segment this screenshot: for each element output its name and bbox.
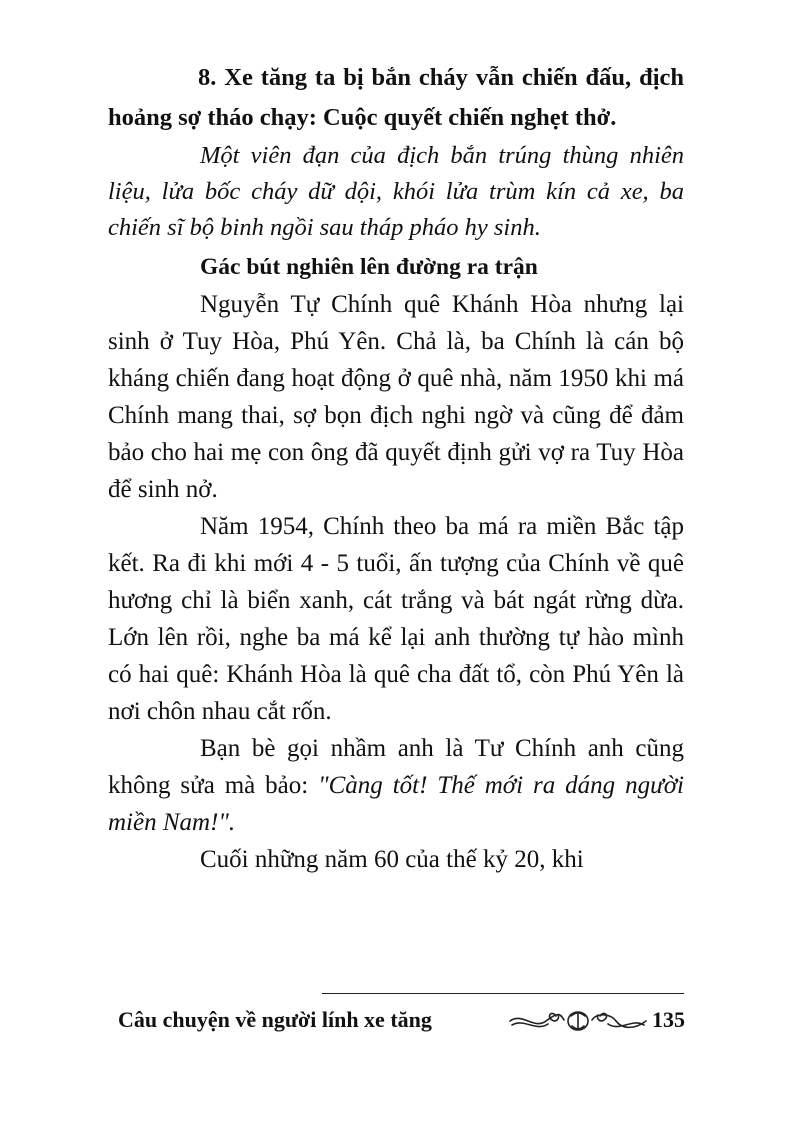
section-heading: 8. Xe tăng ta bị bắn cháy vẫn chiến đấu, địch hoảng sợ tháo chạy: Cuộc quyết chiến nghẹt thở. — [108, 64, 684, 131]
footer-book-title: Câu chuyện về người lính xe tăng — [118, 1007, 432, 1032]
paragraph-1: Nguyễn Tự Chính quê Khánh Hòa nhưng lại sinh ở Tuy Hòa, Phú Yên. Chả là, ba Chính là cán bộ kháng chiến đang hoạt động ở quê nhà, năm 1950 khi má Chính mang thai, sợ bọn địch nghi ngờ và cũng để đảm bảo cho hai mẹ con ông đã quyết định gửi vợ ra Tuy Hòa để sinh nở. — [108, 291, 684, 503]
paragraph-3-quote: "Càng tốt! Thế mới ra dáng người miền Nam!". — [108, 772, 684, 836]
paragraph-3 — [108, 730, 684, 841]
footer-rule — [322, 993, 684, 994]
paragraph-4: Cuối những năm 60 của thế kỷ 20, khi — [200, 846, 584, 873]
section-intro: Một viên đạn của địch bắn trúng thùng nhiên liệu, lửa bốc cháy dữ dội, khói lửa trùm kín cả xe, ba chiến sĩ bộ binh ngồi sau tháp pháo hy sinh. — [108, 142, 684, 241]
paragraph-3-lead: Bạn bè gọi nhầm anh là Tư Chính anh cũng không sửa mà bảo: — [108, 735, 684, 799]
decorative-flourish-icon — [508, 1008, 648, 1034]
page-body — [108, 58, 684, 878]
subheading: Gác bút nghiên lên đường ra trận — [200, 254, 538, 280]
paragraph-2: Năm 1954, Chính theo ba má ra miền Bắc tập kết. Ra đi khi mới 4 - 5 tuổi, ấn tượng của Chính về quê hương chỉ là biển xanh, cát trắng và bát ngát rừng dừa. Lớn lên rồi, nghe ba má kể lại anh thường tự hào mình có hai quê: Khánh Hòa là quê cha đất tổ, còn Phú Yên là nơi chôn nhau cắt rốn. — [108, 513, 684, 725]
page-number: 135 — [652, 1007, 685, 1032]
page-footer — [118, 1004, 688, 1044]
